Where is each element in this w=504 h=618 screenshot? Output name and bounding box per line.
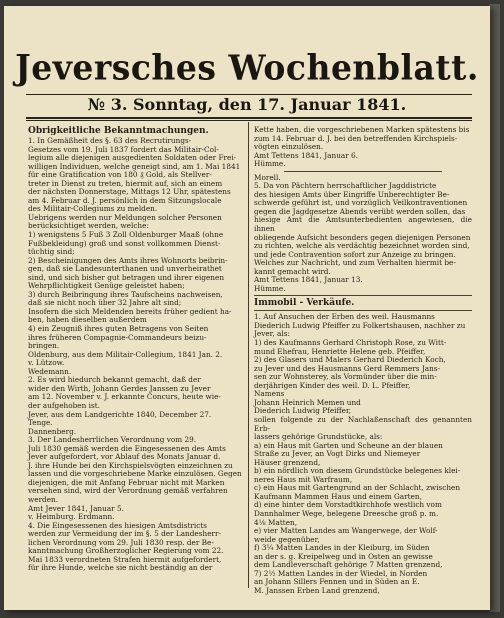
text-line: 1. In Gemäßheit des §. 63 des Recrutirungs- <box>28 136 192 145</box>
text-line: Johann Heinrich Memen und <box>254 397 361 407</box>
text-line: Jever, als: <box>254 329 290 339</box>
text-line: werden zur Vermeidung der im §. 5 der Landesherr- <box>28 529 221 539</box>
text-line: treter in Dienst zu treten, hiermit auf, sich an einem <box>28 178 223 188</box>
text-line: 1. Auf Ansuchen der Erben des weil. Hausmanns <box>254 312 435 322</box>
text-line: berücksichtiget werden, welche: <box>28 221 149 231</box>
text-line: lichen Verordnung vom 29. Juli 1830 resp. der Be- <box>28 537 214 547</box>
text-line: lassers gehörige Grundstücke, als: <box>254 432 383 442</box>
text-line: obliegende Aufsicht besonders gegen diejenigen Personen <box>254 232 471 242</box>
text-line: bringen. <box>28 341 60 351</box>
signature-heimburg: v. Heimburg. Erdmann. <box>28 512 115 522</box>
text-line: Oldenburg, aus dem Militair-Collegium, 1841 Jan. 2. <box>28 349 223 359</box>
text-line: v. Lützow. <box>28 358 65 368</box>
text-line: tüchtig sind; <box>28 247 75 257</box>
text-line: zu richten, welche als verdächtig bezeichnet worden sind, <box>254 241 470 251</box>
signature-morell: Morell. <box>254 172 281 182</box>
text-line: der nächsten Donnerstage, Mittags 12 Uhr, spätestens <box>28 187 231 197</box>
text-line: Amt Jever 1841, Januar 5. <box>28 503 124 513</box>
text-line: Häuser grenzend, <box>254 457 321 467</box>
text-line: ben, haben dieselben außerdem <box>28 315 147 325</box>
text-line: c) ein Haus mit Gartengrund an der Schlacht, zwischen <box>254 483 461 493</box>
text-line: an Johann Sillers Fennen und in Süden an E. <box>254 577 420 587</box>
text-line: am 12. November v. J. erkannte Concurs, heute wie- <box>28 392 221 402</box>
text-line: daß sie nicht noch über 32 Jahre alt sind; <box>28 298 182 308</box>
text-line: kannt gemacht wird. <box>254 266 331 276</box>
text-line: kanntmachung Großherzoglicher Regierung vom 22. <box>28 546 224 556</box>
text-line: Namens <box>254 389 285 399</box>
text-line: zu Jever und des Hausmanns Gerd Remmers Jans- <box>254 363 441 373</box>
text-line: Mai 1833 verordneten Strafen hiermit aufgefordert, <box>28 554 222 564</box>
text-line: Jever, aus dem Landgerichte 1840, December 27. <box>28 409 212 419</box>
issue-line: № 3. Sonntag, den 17. Januar 1841. <box>87 95 407 114</box>
text-line: zum 14. Februar d. J. bei den betreffenden Kirchspiels- <box>254 133 458 143</box>
text-line: hiesige Amt die Amtsunterbedienten angewiesen, die ihnen <box>254 215 472 234</box>
masthead-rule-bottom <box>26 117 472 119</box>
text-line: Straße zu Jever, an Vogt Dirks und Niemeyer <box>254 449 421 459</box>
text-line: Uebrigens werden nur Meldungen solcher Personen <box>28 212 222 222</box>
text-line: d) eine hinter dem Vorstadtkirchhofe westlich vom <box>254 500 442 510</box>
text-line: Diederich Ludwig Pfeiffer zu Folkertshausen, nachher zu <box>254 320 466 330</box>
notice-5 <box>254 182 472 285</box>
text-line: gegen die Jagdgesetze Abends verübt werden sollen, das <box>254 206 466 216</box>
text-line: 3. Der Landesherrlichen Verordnung vom 29. <box>28 435 197 445</box>
text-line: 7) 2½ Matten Landes in der Wiedel, in Norden <box>254 568 428 578</box>
text-line: versehen sind, wird der Verordnung gemäß verfahren <box>28 486 228 496</box>
text-line: Gesetzes vom 19. Juli 1837 fordert das Militair-Col- <box>28 144 219 154</box>
signature-dannenberg: Dannenberg. <box>28 426 77 436</box>
text-line: Amt Tettens 1841, Januar 6. <box>254 150 359 160</box>
section-heading-notices: Obrigkeitliche Bekanntmachungen. <box>28 126 209 136</box>
signature-humme-2: Hümme. <box>254 283 286 293</box>
text-line: der aufgehoben ist. <box>28 400 100 410</box>
notice-3 <box>28 436 244 513</box>
text-line: 2) des Glasers und Malers Gerhard Diederich Koch, <box>254 355 446 365</box>
text-line: willigen Individuen, welche geneigt sind, am 1. Mai 1841 <box>28 161 241 171</box>
text-line: 2) Bescheinigungen des Amts ihres Wohnorts beibrin- <box>28 255 228 265</box>
left-column <box>28 126 244 573</box>
text-line: 2. Es wird hiedurch bekannt gemacht, daß der <box>28 375 201 385</box>
text-line: 3) durch Beibringung ihres Taufscheins nachweisen, <box>28 289 223 299</box>
signature-humme-1: Hümme. <box>254 159 286 169</box>
text-line: Welches zur Nachricht, und zum Verhalten hiermit be- <box>254 258 456 268</box>
signature-tenge: Tenge. <box>28 418 53 428</box>
notice-2 <box>28 376 244 419</box>
text-line: mund Ehefrau, Henriette Helene geb. Pfeiffer, <box>254 346 426 356</box>
text-line: schwerde geführt ist, und vorzüglich Veilkontraventionen <box>254 198 468 208</box>
text-line: e) vier Matten Landes am Wangerwege, der Wolf- <box>254 526 438 536</box>
text-line: Amt Tettens 1841, Januar 13. <box>254 275 363 285</box>
text-line: Kaufmann Mammen Haus und einem Garten, <box>254 491 422 501</box>
text-line: 4. Die Eingesessenen des hiesigen Amtsdistricts <box>28 520 207 530</box>
text-line: gen, daß sie Landesunterthanen und unverheirathet <box>28 264 222 274</box>
text-line: des Militair-Collegiums zu melden. <box>28 204 158 214</box>
text-line: am 4. Februar d. J. persönlich in dem Sitzungslocale <box>28 195 222 205</box>
divider-3 <box>254 310 472 311</box>
text-line: des hiesigen Amts über Eingriffe Unberechtigter Be- <box>254 189 450 199</box>
left-lines <box>28 137 244 368</box>
text-line: vögten einzulösen. <box>254 142 324 152</box>
column-separator <box>248 122 249 588</box>
text-line: an der s. g. Kreipelweg und in Osten an gewisse <box>254 551 433 561</box>
sale-1 <box>254 313 472 595</box>
masthead-title: Jeversches Wochenblatt. <box>15 47 479 88</box>
text-line: Jever aufgefordert, vor Ablauf des Monats Januar d. <box>28 452 221 462</box>
text-line: neres Haus mit Warfraum, <box>254 474 353 484</box>
text-line: f) 3¼ Matten Landes in der Kleiburg, im Süden <box>254 543 430 553</box>
text-line: weide gegenüber, <box>254 534 320 544</box>
text-line: Dannhalmer Wege, belegene Dreesche groß p. m. <box>254 508 439 518</box>
text-line: Diederich Ludwig Pfeiffer, <box>254 406 351 416</box>
text-line: Insofern die sich Meldenden bereits früher gedient ha- <box>28 306 232 316</box>
divider-1 <box>284 171 442 172</box>
text-line: Juli 1830 gemäß werden die Eingesessenen des Amts <box>28 443 226 453</box>
text-line: J. ihre Hunde bei den Kirchspielsvögten einzeichnen zu <box>28 460 233 470</box>
section-heading-sales: Immobil - Verkäufe. <box>254 298 355 309</box>
text-line: und jede Contravention sofort zur Anzeige zu bringen. <box>254 249 456 259</box>
page-edge-shadow <box>489 4 500 612</box>
text-line: 1) des Kaufmanns Gerhard Christoph Rose, zu Witt- <box>254 338 447 348</box>
divider-2 <box>254 295 472 296</box>
text-line: b) ein nördlich von diesem Grundstücke belegenes klei- <box>254 466 461 476</box>
text-line: sollen folgende zu der Nachlaßenschaft des genannten Erb- <box>254 414 472 433</box>
text-line: M. Janssen Erben Land grenzend, <box>254 585 380 595</box>
text-line: Kette haben, die vorgeschriebenen Marken spätestens bis <box>254 125 470 134</box>
text-line: für eine Gratification von 180 ₰ Gold, als Stellver- <box>28 170 212 180</box>
text-line: diejenigen, die mit Anfang Februar nicht mit Marken <box>28 477 225 487</box>
text-line: sen zur Wohnsterey, als Vormünder über die min- <box>254 372 437 382</box>
right-column <box>254 126 472 595</box>
text-line: Wehrpflichtigkeit Genüge geleistet haben; <box>28 281 185 291</box>
text-line: Fußbekleidung) groß und sonst vollkommen Dienst- <box>28 238 221 248</box>
text-line: 5. Da von Pächtern herrschaftlicher Jagddistricte <box>254 181 437 191</box>
signature-wedemann: Wedemann. <box>28 366 72 376</box>
newspaper-page <box>4 6 490 610</box>
text-line: ihres früheren Compagnie-Commandeurs beizu- <box>28 332 207 342</box>
text-line: 4⅛ Matten, <box>254 517 298 527</box>
text-line: derjährigen Kinder des weil. D. L. Pfeiffer, <box>254 380 411 390</box>
text-line: werden. <box>28 494 59 504</box>
text-line: 4) ein Zeugniß ihres guten Betragens von Seiten <box>28 324 209 334</box>
text-line: legium alle diejenigen ausgedienten Soldaten oder Frei- <box>28 153 237 163</box>
masthead-rule-bottom-thin <box>26 120 472 121</box>
notice-4-continued <box>254 126 472 160</box>
notice-4 <box>28 522 244 573</box>
text-line: wider den Wirth, Johann Gerdes Janssen zu Jever <box>28 383 211 393</box>
text-line: für ihre Hunde, welche sie nicht beständig an der <box>28 563 213 573</box>
text-line: sind, und sich bisher gut betragen und ihrer eigenen <box>28 272 225 282</box>
text-line: a) ein Haus mit Garten und Scheune an der blauen <box>254 440 443 450</box>
text-line: 1) wenigstens 5 Fuß 3 Zoll Oldenburger Maaß (ohne <box>28 230 224 240</box>
text-line: dem Landleverschaft gehörige 7 Matten grenzend, <box>254 560 443 570</box>
text-line: lassen und die vorgeschriebene Marke einzulösen. Gegen <box>28 469 242 479</box>
